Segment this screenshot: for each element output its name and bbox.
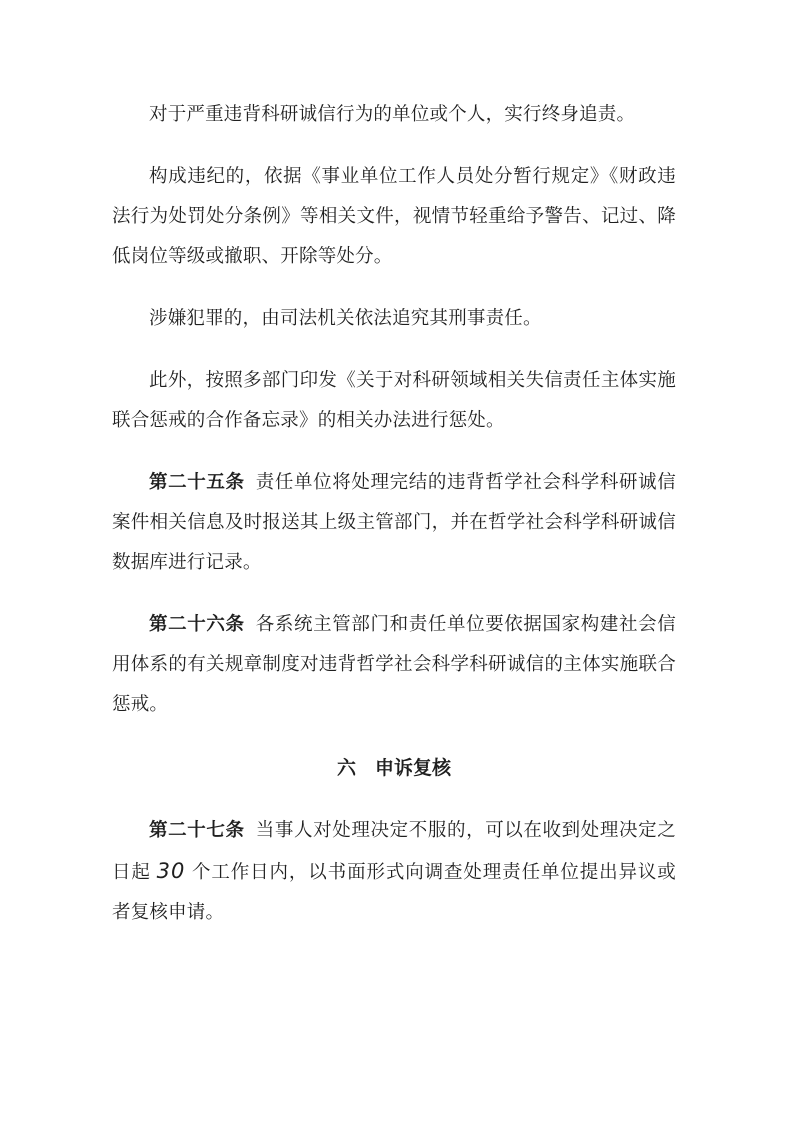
section-heading-appeal-review: 六 申诉复核 <box>336 758 451 779</box>
paragraph-text: 此外，按照多部门印发《关于对科研领域相关失信责任主体实施联合惩戒的合作备忘录》的相关办法进行惩处。 <box>112 371 676 431</box>
paragraph-disciplinary <box>112 157 676 277</box>
article-26-number: 第二十六条 <box>149 615 245 635</box>
working-days-number: 30 <box>156 859 186 883</box>
article-27-text-before: 当事人对处理决定不服的，可以在收到处理决定之日起 <box>112 821 676 883</box>
paragraph-lifelong-accountability <box>112 95 676 135</box>
article-25-number: 第二十五条 <box>149 473 245 493</box>
article-25 <box>112 463 676 583</box>
paragraph-criminal <box>112 299 676 339</box>
article-27-number: 第二十七条 <box>149 821 245 841</box>
paragraph-joint-memo <box>112 361 676 441</box>
article-26-text: 各系统主管部门和责任单位要依据国家构建社会信用体系的有关规章制度对违背哲学社会科学科研诚信的主体实施联合惩戒。 <box>112 615 676 715</box>
article-26 <box>112 605 676 725</box>
article-27 <box>112 811 676 933</box>
paragraph-text: 涉嫌犯罪的，由司法机关依法追究其刑事责任。 <box>149 309 542 329</box>
article-25-text: 责任单位将处理完结的违背哲学社会科学科研诚信案件相关信息及时报送其上级主管部门，并在哲学社会科学科研诚信数据库进行记录。 <box>112 473 676 573</box>
paragraph-text: 对于严重违背科研诚信行为的单位或个人，实行终身追责。 <box>149 105 636 125</box>
paragraph-text: 构成违纪的，依据《事业单位工作人员处分暂行规定》《财政违法行为处罚处分条例》等相关文件，视情节轻重给予警告、记过、降低岗位等级或撤职、开除等处分。 <box>112 167 676 267</box>
article-27-text-after: 个工作日内，以书面形式向调查处理责任单位提出异议或者复核申请。 <box>112 863 676 923</box>
